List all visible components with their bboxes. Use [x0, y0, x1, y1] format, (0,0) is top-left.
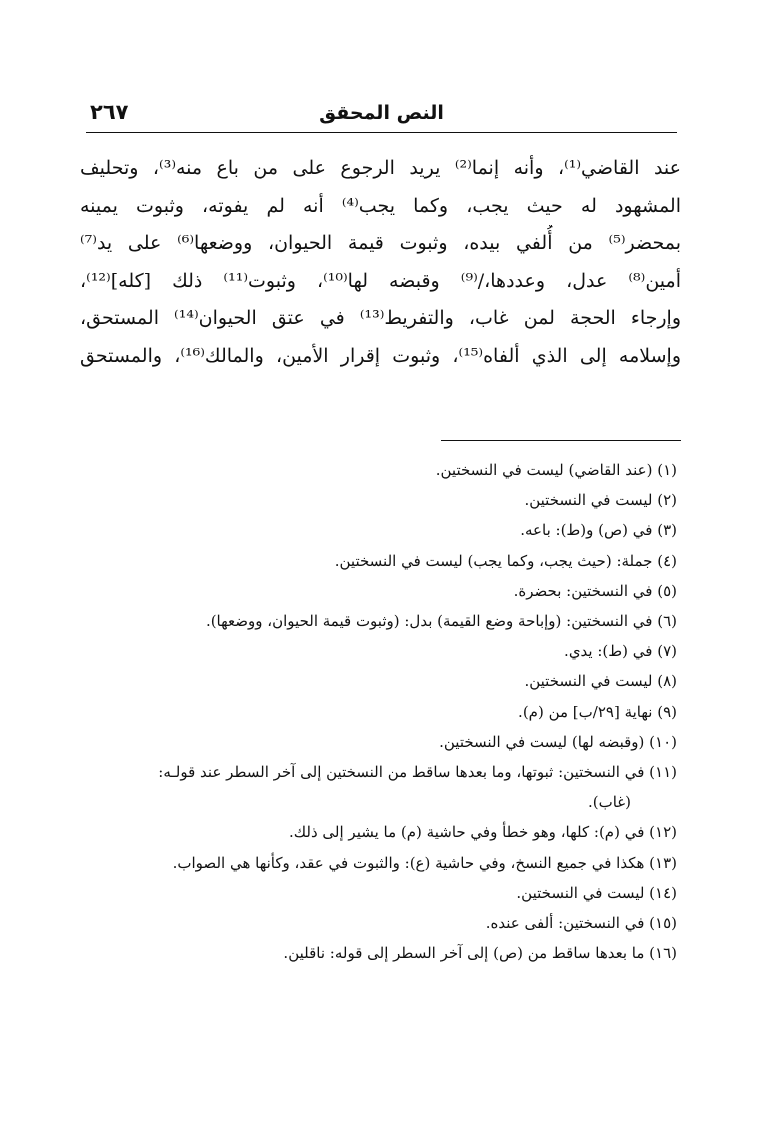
footnote: (١٣) هكذا في جميع النسخ، وفي حاشية (ع): والثبوت في عقد، وكأنها هي الصواب.: [172, 853, 677, 872]
text-line: المشهود له حيث يجب، وكما يجب⁽⁴⁾ أنه لم يفوته، وثبوت يمينه: [80, 194, 681, 217]
footnotes: [80, 455, 677, 968]
text-line: بمحضر⁽⁵⁾ من أُلفي بيده، وثبوت قيمة الحيوان، ووضعها⁽⁶⁾ على يد⁽⁷⁾: [80, 232, 681, 254]
text-line: وإسلامه إلى الذي ألفاه⁽¹⁵⁾، وثبوت إقرار الأمين، والمالك⁽¹⁶⁾، والمستحق: [80, 344, 681, 367]
footnote: (١١) في النسختين: ثبوتها، وما بعدها ساقط من النسختين إلى آخر السطر عند قولـه:: [158, 763, 677, 782]
footnote: (٧) في (ط): يدي.: [564, 642, 677, 661]
footnote: (١٢) في (م): كلها، وهو خطأ وفي حاشية (م) ما يشير إلى ذلك.: [288, 823, 677, 842]
footnote: (٩) نهاية [٢٩/ب] من (م).: [518, 702, 677, 721]
page-header: [86, 100, 677, 133]
footnote: (١٠) (وقبضه لها) ليست في النسختين.: [439, 732, 677, 751]
footnote: (١٦) ما بعدها ساقط من (ص) إلى آخر السطر إلى قوله: ناقلين.: [283, 944, 677, 963]
footnote-separator: [441, 440, 681, 441]
footnote: (٦) في النسختين: (وإباحة وضع القيمة) بدل: (وثبوت قيمة الحيوان، ووضعها).: [205, 612, 677, 631]
footnote: (٥) في النسختين: بحضرة.: [513, 581, 677, 600]
footnote: (٤) جملة: (حيث يجب، وكما يجب) ليست في النسختين.: [334, 551, 677, 570]
page-title: النص المحقق: [319, 102, 444, 124]
page-number: ٢٦٧: [90, 100, 129, 124]
text-line: أمين⁽⁸⁾ عدل، وعددها،/⁽⁹⁾ وقبضه لها⁽¹⁰⁾، وثبوت⁽¹¹⁾ ذلك [كله]⁽¹²⁾،: [80, 269, 681, 292]
footnote: (١) (عند القاضي) ليست في النسختين.: [435, 461, 677, 479]
main-text: [80, 150, 681, 375]
text-line: عند القاضي⁽¹⁾، وأنه إنما⁽²⁾ يريد الرجوع على من باع منه⁽³⁾، وتحليف: [80, 157, 681, 179]
footnote: (٨) ليست في النسختين.: [524, 672, 677, 691]
footnote: (١٥) في النسختين: ألفى عنده.: [485, 914, 677, 933]
footnote-continuation: (غاب).: [587, 793, 631, 812]
footnote: (١٤) ليست في النسختين.: [516, 883, 677, 902]
text-line: وإرجاء الحجة لمن غاب، والتفريط⁽¹³⁾ في عتق الحيوان⁽¹⁴⁾ المستحق،: [80, 307, 681, 329]
footnote: (٣) في (ص) و(ط): باعه.: [520, 521, 677, 540]
footnote: (٢) ليست في النسختين.: [524, 491, 677, 510]
